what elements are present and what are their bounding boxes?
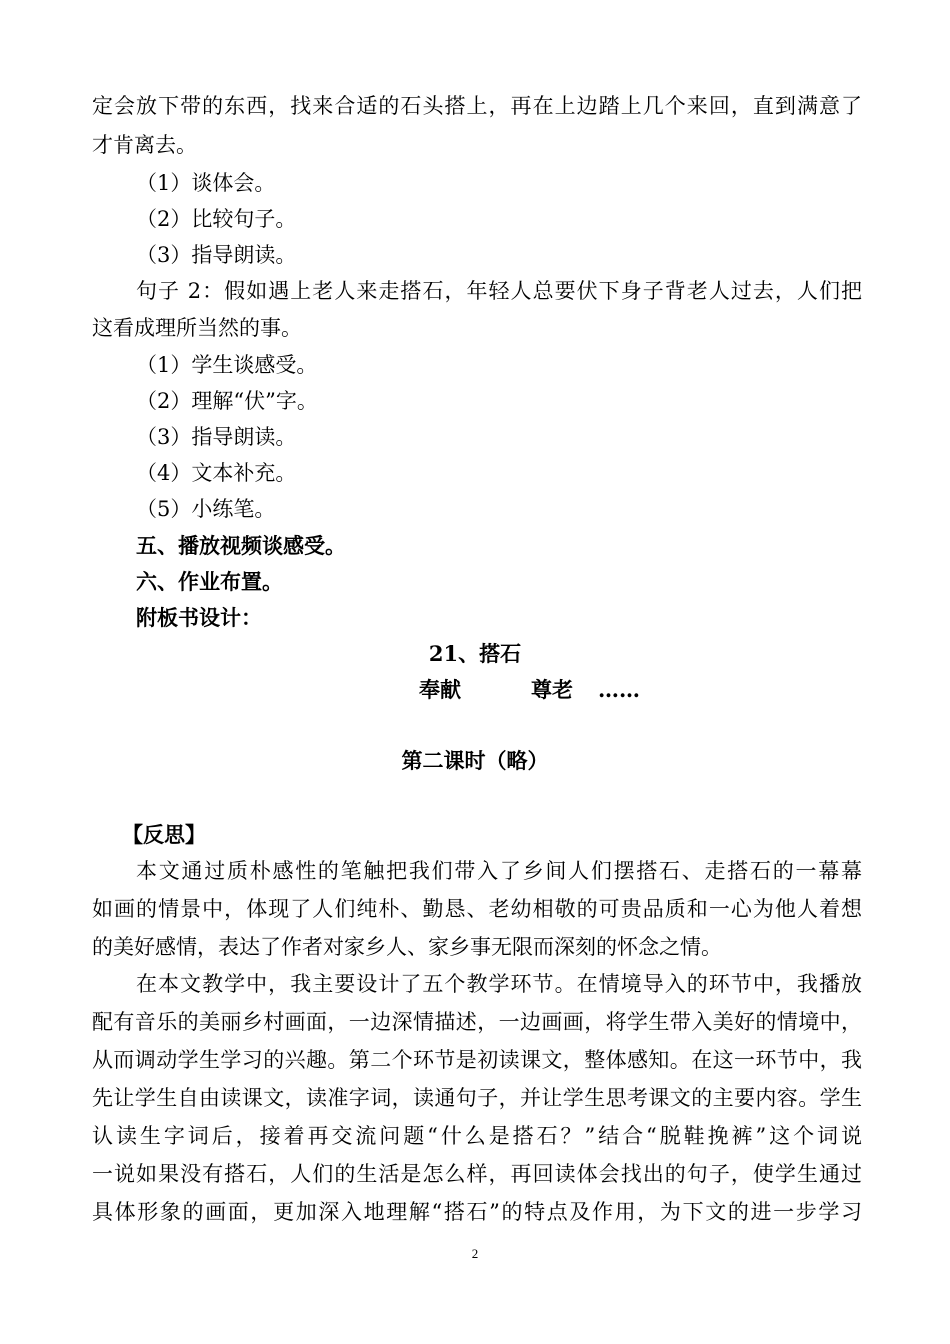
list-item: （3）指导朗读。	[136, 243, 297, 267]
list-item: （5）小练笔。	[136, 497, 276, 521]
section-heading: 五、播放视频谈感受。	[136, 533, 346, 558]
reflection-title: 【反思】	[122, 822, 206, 847]
board-title: 21、搭石	[428, 641, 522, 666]
list-item: （2）比较句子。	[136, 207, 297, 231]
paragraph-line: 具体形象的画面，更加深入地理解“搭石”的特点及作用，为下文的进一步学习	[92, 1200, 862, 1224]
paragraph-line: 如画的情景中，体现了人们纯朴、勤恳、老幼相敬的可贵品质和一心为他人着想	[92, 897, 862, 921]
paragraph-line: 配有音乐的美丽乡村画面，一边深情描述，一边画画，将学生带入美好的情境中，	[92, 1010, 862, 1034]
paragraph-line: 从而调动学生学习的兴趣。第二个环节是初读课文，整体感知。在这一环节中，我	[92, 1048, 862, 1072]
list-item: （4）文本补充。	[136, 461, 297, 485]
body-line: 定会放下带的东西，找来合适的石头搭上，再在上边踏上几个来回，直到满意了	[92, 94, 862, 118]
paragraph-line: 在本文教学中，我主要设计了五个教学环节。在情境导入的环节中，我播放	[136, 972, 862, 996]
section-heading: 六、作业布置。	[136, 569, 283, 594]
body-line: 才肯离去。	[92, 133, 197, 157]
lesson-two-heading: 第二课时（略）	[401, 748, 549, 773]
list-item: （1）谈体会。	[136, 171, 276, 195]
list-item: （2）理解“伏”字。	[136, 389, 318, 413]
paragraph-line: 先让学生自由读课文，读准字词，读通句子，并让学生思考课文的主要内容。学生	[92, 1086, 862, 1110]
list-item: （3）指导朗读。	[136, 425, 297, 449]
board-ellipsis: ……	[598, 677, 640, 702]
page-number: 2	[471, 1246, 479, 1261]
paragraph-line: 的美好感情，表达了作者对家乡人、家乡事无限而深刻的怀念之情。	[92, 935, 722, 959]
board-keyword: 尊老	[531, 677, 573, 702]
board-keyword: 奉献	[419, 677, 461, 702]
body-line: 句子 2：假如遇上老人来走搭石，年轻人总要伏下身子背老人过去，人们把	[136, 279, 862, 303]
body-line: 这看成理所当然的事。	[92, 316, 302, 340]
list-item: （1）学生谈感受。	[136, 353, 318, 377]
paragraph-line: 认读生字词后，接着再交流问题“什么是搭石？”结合“脱鞋挽裤”这个词说	[92, 1124, 862, 1148]
section-heading: 附板书设计：	[136, 605, 262, 630]
paragraph-line: 本文通过质朴感性的笔触把我们带入了乡间人们摆搭石、走搭石的一幕幕	[136, 859, 862, 883]
paragraph-line: 一说如果没有搭石，人们的生活是怎么样，再回读体会找出的句子，使学生通过	[92, 1162, 862, 1186]
